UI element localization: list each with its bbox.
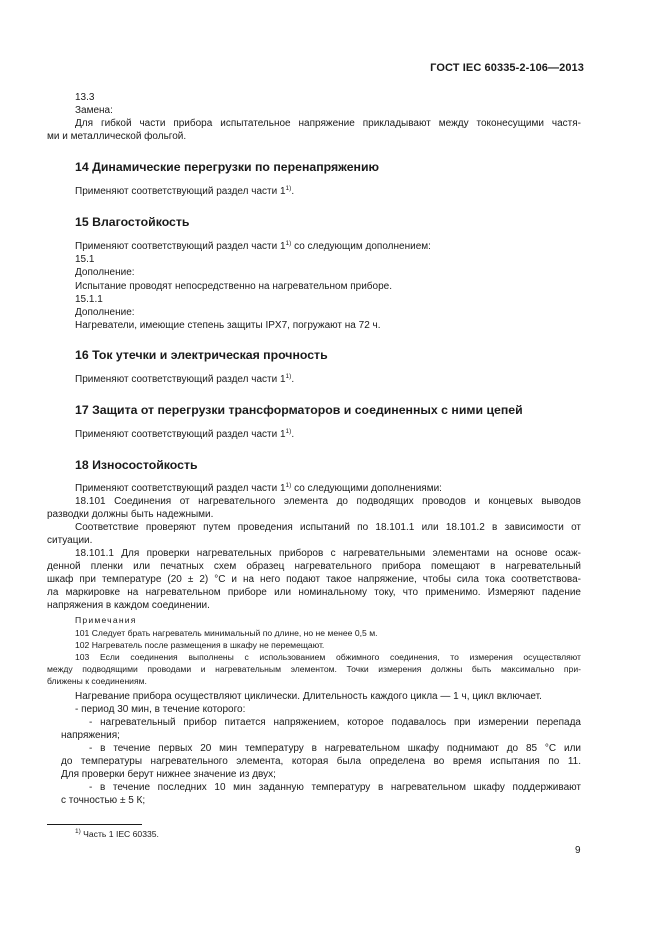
paragraph-line: Применяют соответствующий раздел части 1$^{1)}$. — [75, 185, 295, 197]
footnote-ref: 1) — [285, 373, 292, 380]
paragraph-line: разводки должны быть надежными. — [47, 509, 214, 520]
section-heading: 15 Влагостойкость — [75, 215, 190, 229]
paragraph-line: Соответствие проверяют путем проведения испытаний по 18.101.1 или 18.101.2 в зависимости от — [75, 522, 581, 533]
addition-label: Дополнение: — [75, 307, 135, 318]
paragraph-line: ситуации. — [47, 535, 93, 546]
page-number: 9 — [575, 845, 581, 856]
footnote-ref: 1) — [285, 428, 292, 435]
clause-number: 15.1.1 — [75, 294, 103, 305]
list-item: с точностью ± 5 К; — [61, 795, 146, 806]
paragraph-line: шкаф при температуре (20 ± 2) °С и на него подают такое напряжение, чтобы сила тока соответствова- — [47, 574, 581, 585]
paragraph-line: ми и металлической фольгой. — [47, 131, 187, 142]
note-line: между подводящими проводами и нагревательным элементом. Точки измерения должны быть максимально при- — [47, 664, 581, 674]
footnote-ref: 1) — [285, 240, 292, 247]
paragraph-line: 18.101 Соединения от нагревательного элемента до подводящих проводов и концевых выводов — [75, 496, 581, 507]
paragraph-line: Применяют соответствующий раздел части 1$^{1)}$ со следующим дополнением: — [75, 240, 431, 252]
paragraph-line: Для гибкой части прибора испытательное напряжение прикладывают между токонесущими частя- — [75, 118, 581, 129]
footnote-mark: 1) — [75, 828, 81, 835]
note-line: 101 Следует брать нагреватель минимальный по длине, но не менее 0,5 м. — [75, 628, 378, 638]
list-item: напряжения; — [61, 730, 120, 741]
addition-label: Дополнение: — [75, 267, 135, 278]
paragraph-line: напряжения в каждом соединении. — [47, 600, 210, 611]
paragraph-line: Применяют соответствующий раздел части 1$^{1)}$. — [75, 428, 295, 440]
paragraph-line: Нагреватели, имеющие степень защиты IPX7, погружают на 72 ч. — [75, 320, 381, 331]
replacement-label: Замена: — [75, 105, 113, 116]
note-line: 103 Если соединения выполнены с использованием обжимного соединения, то измерения осуществляют — [75, 652, 581, 662]
section-heading: 17 Защита от перегрузки трансформаторов и соединенных с ними цепей — [75, 403, 523, 417]
list-item: - в течение последних 10 мин заданную температуру в нагревательном шкафу поддерживают — [89, 782, 581, 793]
footnote: $^{1)}$ Часть 1 IEC 60335. — [75, 828, 159, 839]
footnote-rule — [47, 824, 142, 825]
document-header: ГОСТ IEC 60335-2-106—2013 — [430, 62, 584, 74]
paragraph-line: денной пленки или печатных схем образец нагревательного прибора помещают в нагревательный — [47, 561, 581, 572]
list-item: до температуры нагревательного элемента, которая была определена во время испытания по 11. — [61, 756, 581, 767]
paragraph-line: Нагревание прибора осуществляют циклически. Длительность каждого цикла — 1 ч, цикл включает. — [75, 691, 542, 702]
clause-number: 15.1 — [75, 254, 95, 265]
list-item: - в течение первых 20 мин температуру в нагревательном шкафу поднимают до 85 °С или — [89, 743, 581, 754]
section-heading: 14 Динамические перегрузки по перенапряжению — [75, 160, 380, 174]
paragraph-line: Применяют соответствующий раздел части 1$^{1)}$ со следующими дополнениями: — [75, 482, 442, 494]
list-item: Для проверки берут нижнее значение из двух; — [61, 769, 276, 780]
note-line: ближены к соединениям. — [47, 676, 147, 686]
notes-title: Примечания — [75, 615, 137, 625]
note-line: 102 Нагреватель после размещения в шкафу не перемещают. — [75, 640, 325, 650]
clause-number: 13.3 — [75, 92, 95, 103]
paragraph-line: ла маркировке на нагревательном приборе или номинальному току, что применимо. Измеряют падение — [47, 587, 581, 598]
footnote-ref: 1) — [285, 185, 292, 192]
paragraph-line: 18.101.1 Для проверки нагревательных приборов с нагревательными элементами на основе осаж- — [75, 548, 581, 559]
section-heading: 16 Ток утечки и электрическая прочность — [75, 348, 328, 362]
footnote-ref: 1) — [285, 482, 292, 489]
paragraph-line: Применяют соответствующий раздел части 1$^{1)}$. — [75, 373, 295, 385]
section-heading: 18 Износостойкость — [75, 458, 198, 472]
list-item: - период 30 мин, в течение которого: — [75, 704, 246, 715]
list-item: - нагревательный прибор питается напряжением, которое подавалось при измерении перепада — [89, 717, 581, 728]
paragraph-line: Испытание проводят непосредственно на нагревательном приборе. — [75, 281, 392, 292]
